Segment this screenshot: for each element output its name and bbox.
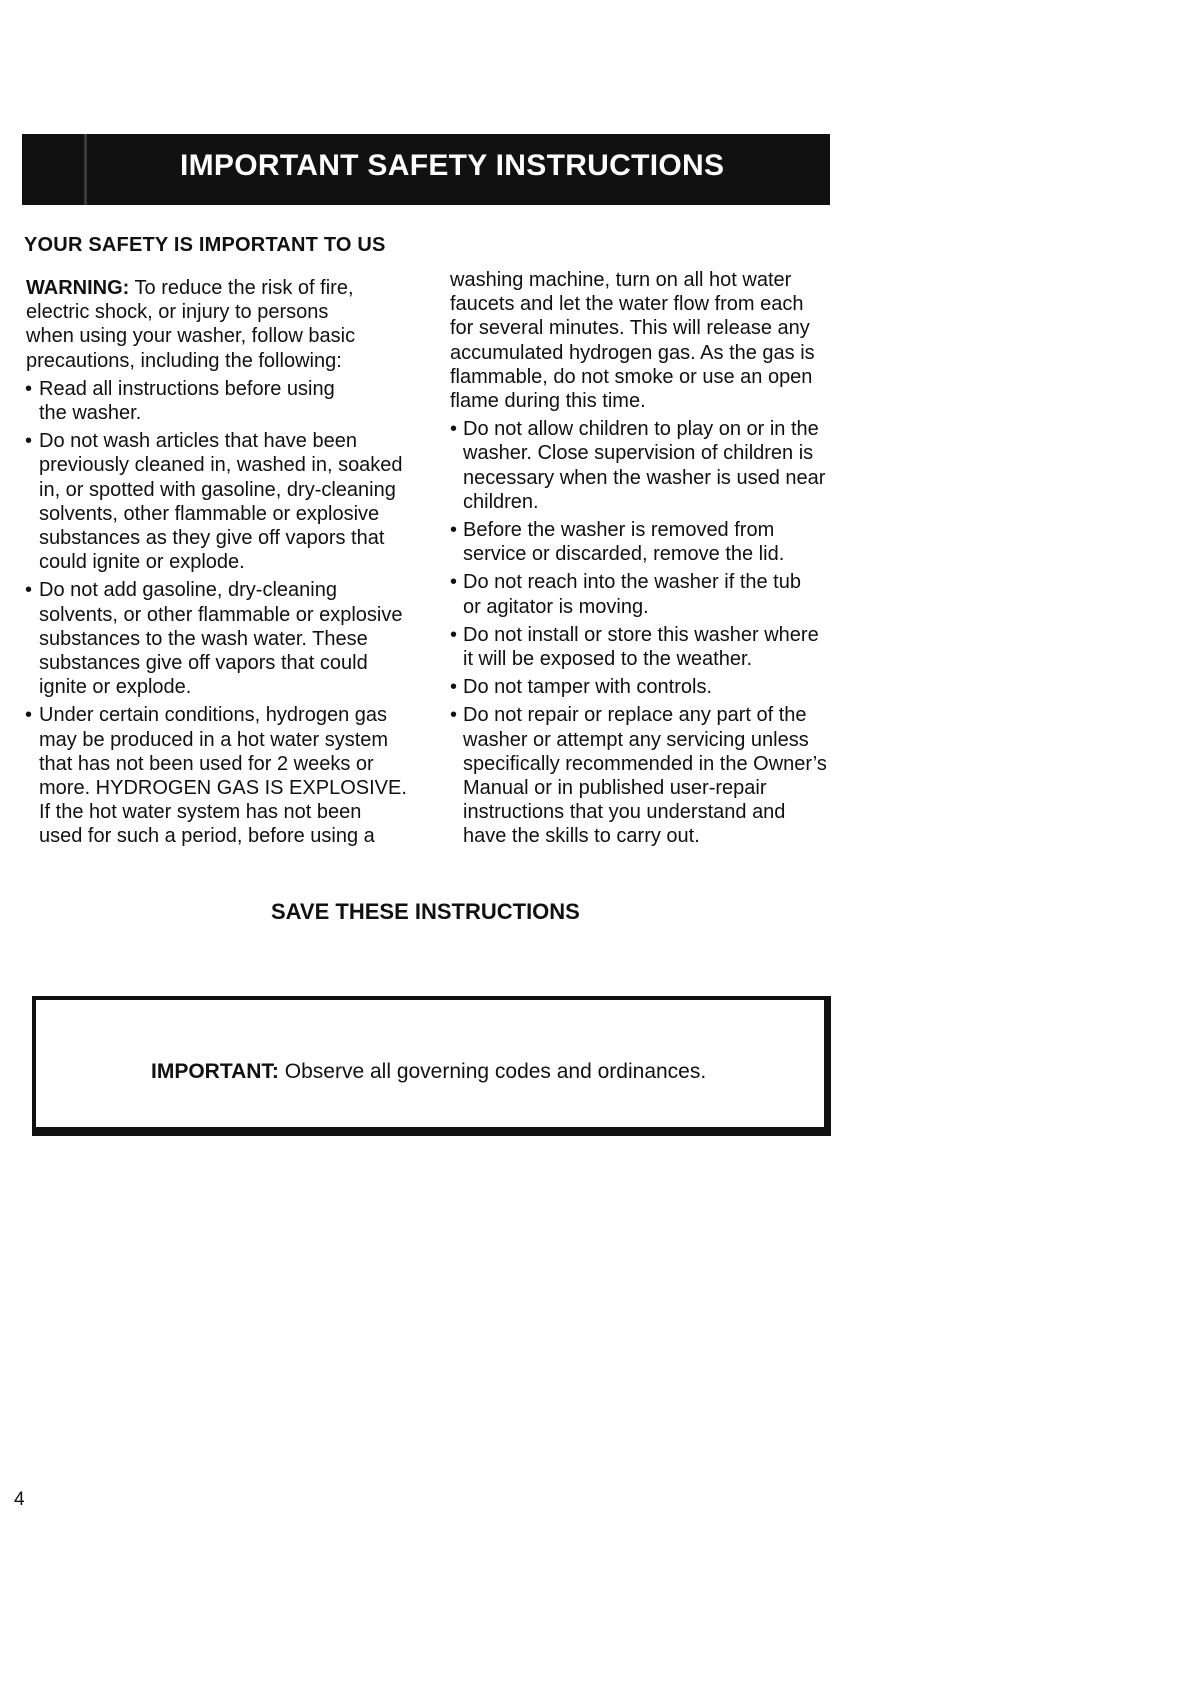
continuation-line: flammable, do not smoke or use an open (450, 365, 813, 388)
bullet-line: more. HYDROGEN GAS IS EXPLOSIVE. (39, 777, 407, 800)
bullet-line: Do not wash articles that have been (39, 430, 357, 453)
bullet-line: substances give off vapors that could (39, 652, 368, 675)
safety-bullet-item (450, 417, 842, 514)
warning-line: precautions, including the following: (26, 349, 342, 372)
bullet-line: instructions that you understand and (463, 801, 786, 824)
bullet-icon: • (25, 377, 33, 400)
safety-bullet-item (450, 623, 842, 671)
save-instructions-heading: SAVE THESE INSTRUCTIONS (271, 899, 580, 924)
safety-bullet-item (26, 578, 428, 699)
bullet-icon: • (25, 704, 33, 727)
safety-bullet-item (26, 429, 428, 574)
bullet-line: washer or attempt any servicing unless (463, 728, 809, 751)
right-column (450, 268, 842, 849)
bullet-icon: • (450, 571, 458, 594)
bullet-line: could ignite or explode. (39, 551, 245, 574)
bullet-icon: • (450, 519, 458, 542)
warning-line: To reduce the risk of fire, (129, 277, 354, 299)
bullet-line: Do not tamper with controls. (463, 676, 712, 699)
bullet-icon: • (450, 623, 458, 646)
bullet-line: Manual or in published user-repair (463, 777, 767, 800)
bullet-line: the washer. (39, 402, 142, 425)
safety-bullet-item (450, 518, 842, 566)
bullet-icon: • (25, 430, 33, 453)
banner-divider (84, 134, 87, 205)
important-note-text: Observe all governing codes and ordinances. (278, 1060, 707, 1083)
bullet-line: Do not add gasoline, dry-cleaning (39, 579, 337, 602)
bullet-line: children. (463, 490, 539, 513)
bullet-line: solvents, or other flammable or explosive (39, 603, 403, 626)
bullet-line: Before the washer is removed from (463, 519, 775, 542)
bullet-line: washer. Close supervision of children is (463, 442, 814, 465)
bullet-line: Under certain conditions, hydrogen gas (39, 704, 387, 727)
warning-line: electric shock, or injury to persons (26, 301, 329, 324)
warning-label: WARNING: (26, 277, 130, 299)
bullet-line: ignite or explode. (39, 676, 192, 699)
bullet-icon: • (450, 676, 458, 699)
bullet-line: have the skills to carry out. (463, 825, 700, 848)
important-note-box (32, 996, 831, 1136)
bullet-icon: • (25, 579, 33, 602)
title-banner (22, 134, 830, 205)
continuation-paragraph (450, 268, 842, 413)
bullet-line: Do not reach into the washer if the tub (463, 571, 801, 594)
bullet-line: previously cleaned in, washed in, soaked (39, 454, 403, 477)
bullet-line: or agitator is moving. (463, 595, 649, 618)
safety-bullet-item (450, 675, 842, 699)
bullet-line: solvents, other flammable or explosive (39, 502, 380, 525)
bullet-line: Read all instructions before using (39, 377, 335, 400)
warning-line: when using your washer, follow basic (26, 325, 356, 348)
bullet-line: necessary when the washer is used near (463, 466, 826, 489)
bullet-line: used for such a period, before using a (39, 825, 375, 848)
left-column (26, 276, 428, 849)
important-label: IMPORTANT: (151, 1060, 279, 1083)
bullet-line: Do not repair or replace any part of the (463, 704, 807, 727)
page-number: 4 (14, 1489, 25, 1510)
continuation-line: washing machine, turn on all hot water (450, 269, 792, 291)
bullet-line: may be produced in a hot water system (39, 728, 389, 751)
safety-bullet-item (26, 703, 428, 848)
continuation-line: faucets and let the water flow from each (450, 293, 804, 316)
bullet-line: that has not been used for 2 weeks or (39, 752, 374, 775)
continuation-line: for several minutes. This will release any (450, 317, 810, 340)
continuation-line: accumulated hydrogen gas. As the gas is (450, 341, 815, 364)
safety-bullet-item (450, 570, 842, 618)
continuation-line: flame during this time. (450, 390, 646, 413)
bullet-line: specifically recommended in the Owner’s (463, 752, 827, 775)
bullet-icon: • (450, 704, 458, 727)
bullet-line: Do not allow children to play on or in the (463, 418, 819, 441)
important-note (151, 1060, 706, 1084)
bullet-line: substances to the wash water. These (39, 627, 368, 650)
safety-bullet-item (26, 377, 428, 425)
bullet-line: service or discarded, remove the lid. (463, 543, 785, 566)
bullet-icon: • (450, 418, 458, 441)
page-title: IMPORTANT SAFETY INSTRUCTIONS (180, 149, 725, 182)
bullet-line: If the hot water system has not been (39, 801, 362, 824)
section-heading: YOUR SAFETY IS IMPORTANT TO US (24, 234, 386, 256)
bullet-line: substances as they give off vapors that (39, 527, 385, 550)
bullet-line: in, or spotted with gasoline, dry-cleaning (39, 478, 396, 501)
bullet-line: Do not install or store this washer where (463, 623, 819, 646)
bullet-line: it will be exposed to the weather. (463, 648, 753, 671)
warning-paragraph (26, 276, 428, 373)
safety-bullet-item (450, 703, 842, 848)
